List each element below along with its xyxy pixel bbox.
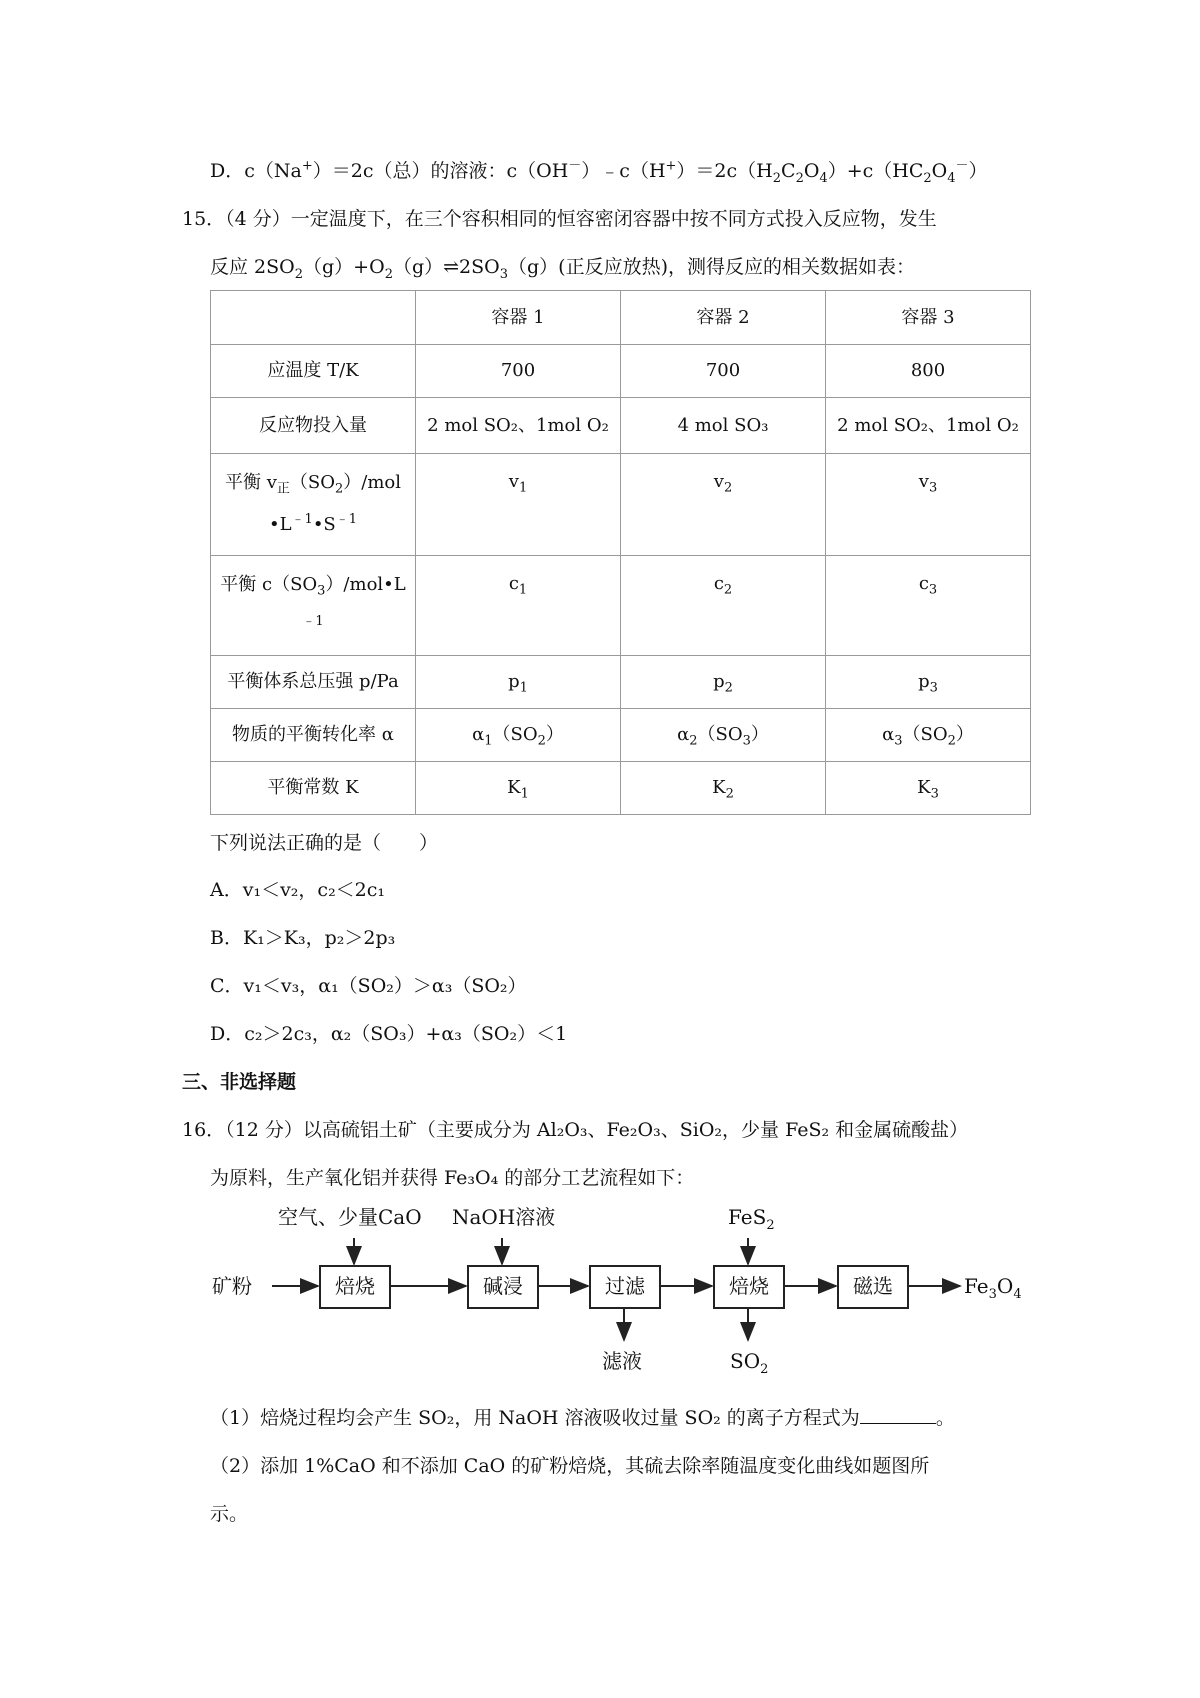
table-cell: $v_1$: [416, 454, 621, 556]
q16-part2-line2: 示。: [210, 1503, 249, 1525]
q15-option-c: C．v₁＜v₃，α₁（SO₂）＞α₃（SO₂）: [210, 975, 527, 997]
row-label: 反应物投入量: [211, 398, 416, 454]
table-cell: $\alpha_3(SO_2)$: [826, 709, 1031, 762]
q16-part1: （1）焙烧过程均会产生 SO₂，用 NaOH 溶液吸收过量 SO₂ 的离子方程式为 。: [210, 1407, 955, 1429]
table-cell: $K_2$: [621, 762, 826, 815]
table-cell: 700: [621, 345, 826, 398]
table-row: [211, 556, 1031, 656]
table-cell: 4 mol SO₃: [621, 398, 826, 454]
q16-stem-line2: 为原料，生产氧化铝并获得 Fe₃O₄ 的部分工艺流程如下：: [210, 1167, 695, 1189]
table-cell: 800: [826, 345, 1031, 398]
table-row: [211, 656, 1031, 709]
table-header-cell: 容器 3: [826, 291, 1031, 345]
flow-bottom-label-filtrate: 滤液: [602, 1349, 642, 1373]
table-header-cell: 容器 2: [621, 291, 826, 345]
table-cell: $p_1$: [416, 656, 621, 709]
flow-bottom-label-so2: $SO_2$: [730, 1349, 769, 1377]
table-cell: $v_2$: [621, 454, 826, 556]
q15-option-d: D．c₂＞2c₃，α₂（SO₃）+α₃（SO₂）＜1: [210, 1023, 568, 1045]
table-row: [211, 454, 1031, 556]
row-label: 平衡 $c(SO_3)/mol•L$ $^{﹣1}$: [211, 556, 416, 656]
table-cell: $c_2$: [621, 556, 826, 656]
table-row: [211, 709, 1031, 762]
table-row: [211, 762, 1031, 815]
q16-part2-line1: （2）添加 1%CaO 和不添加 CaO 的矿粉焙烧，其硫去除率随温度变化曲线如题图所: [210, 1455, 930, 1477]
table-cell: $p_3$: [826, 656, 1031, 709]
q15-option-a: A．v₁＜v₂，c₂＜2c₁: [210, 879, 386, 901]
q14-option-d: D．c（Na+）＝2c（总）的溶液：$c(OH^-)﹣c(H^+)=2c(H_2C_2O_4)+c(HC_2O_4^-)$: [210, 158, 988, 186]
table-header-cell: [211, 291, 416, 345]
table-cell: 2 mol SO₂、1mol O₂: [416, 398, 621, 454]
row-label: 物质的平衡转化率 α: [211, 709, 416, 762]
table-cell: $K_1$: [416, 762, 621, 815]
flow-output-label: $Fe_3O_4$: [964, 1274, 1022, 1302]
row-label: 平衡 $v_正(SO_2)$/mol $•L^{﹣1}•S^{﹣1}$: [211, 454, 416, 556]
q16-stem-line1: 16．（12 分）以高硫铝土矿（主要成分为 Al₂O₃、Fe₂O₃、SiO₂，少量 FeS₂ 和金属硫酸盐）: [182, 1119, 969, 1141]
table-cell: 700: [416, 345, 621, 398]
table-row: [211, 398, 1031, 454]
flow-box-filter: 过滤: [605, 1274, 645, 1298]
table-row: [211, 345, 1031, 398]
process-flow-diagram: [212, 1200, 1042, 1390]
flow-top-label-1: 空气、少量CaO: [278, 1205, 422, 1229]
table-cell: $c_3$: [826, 556, 1031, 656]
answer-blank[interactable]: [860, 1405, 936, 1424]
flow-box-roast-2: 焙烧: [729, 1274, 769, 1298]
table-cell: $\alpha_2(SO_3)$: [621, 709, 826, 762]
row-label: 平衡常数 K: [211, 762, 416, 815]
table-cell: $p_2$: [621, 656, 826, 709]
row-label: 平衡体系总压强 p/Pa: [211, 656, 416, 709]
q15-stem-line2: 反应 $2SO_2(g)+O_2(g)\rightleftharpoons 2SO_3(g)$(正反应放热)，测得反应的相关数据如表：: [210, 256, 916, 282]
flow-box-magnetic-sep: 磁选: [853, 1274, 893, 1298]
flow-box-alkali-leach: 碱浸: [483, 1274, 523, 1298]
table-cell: 2 mol SO₂、1mol O₂: [826, 398, 1031, 454]
table-header-cell: 容器 1: [416, 291, 621, 345]
flow-input-label: 矿粉: [212, 1274, 252, 1298]
table-cell: $v_3$: [826, 454, 1031, 556]
table-cell: $\alpha_1(SO_2)$: [416, 709, 621, 762]
flow-box-roast-1: 焙烧: [335, 1274, 375, 1298]
q15-stem-line1: 15．（4 分）一定温度下，在三个容积相同的恒容密闭容器中按不同方式投入反应物，发生: [182, 208, 937, 230]
reaction-data-table: [210, 290, 1031, 815]
table-cell: $K_3$: [826, 762, 1031, 815]
q15-option-b: B．K₁＞K₃，p₂＞2p₃: [210, 927, 396, 949]
row-label: 应温度 T/K: [211, 345, 416, 398]
table-header-row: [211, 291, 1031, 345]
section-heading: 三、非选择题: [182, 1071, 297, 1093]
table-cell: $c_1$: [416, 556, 621, 656]
q15-prompt: 下列说法正确的是（ ）: [210, 832, 439, 854]
flow-top-label-4: FeS$_2$: [728, 1205, 775, 1233]
flow-top-label-2: NaOH溶液: [452, 1205, 556, 1229]
